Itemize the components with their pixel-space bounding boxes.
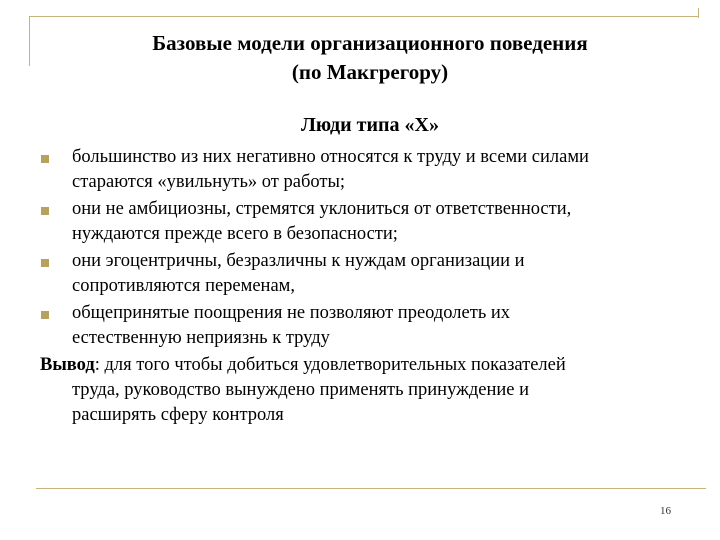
- right-border-tick: [698, 8, 699, 18]
- conclusion-line3: расширять сферу контроля: [72, 405, 284, 425]
- page-number: 16: [660, 505, 671, 517]
- bullet-item-1: [40, 145, 680, 195]
- bullet-text-line1: они не амбициозны, стремятся уклониться от ответственности,: [72, 199, 572, 219]
- slide-title-line1: Базовые модели организационного поведения: [152, 31, 588, 55]
- conclusion-block: [40, 353, 680, 428]
- square-bullet-icon: [41, 311, 49, 319]
- square-bullet-icon: [41, 259, 49, 267]
- bullet-text-line1: общепринятые поощрения не позволяют преодолеть их: [72, 303, 511, 323]
- slide-subtitle: Люди типа «X»: [301, 114, 439, 136]
- bullet-item-3: [40, 249, 680, 299]
- conclusion-line1: [40, 353, 680, 378]
- conclusion-line1-text: : для того чтобы добиться удовлетворительных показателей: [94, 355, 566, 375]
- slide-content: [40, 145, 680, 428]
- bullet-text-line1: большинство из них негативно относятся к труду и всеми силами: [72, 147, 589, 167]
- bullet-item-4: [40, 301, 680, 351]
- bullet-item-2: [40, 197, 680, 247]
- left-border-line: [29, 16, 30, 66]
- slide-title-line2: (по Макгрегору): [291, 60, 449, 84]
- bullet-text-line2: естественную неприязнь к труду: [72, 328, 330, 348]
- bullet-text-line2: сопротивляются переменам,: [72, 276, 296, 296]
- bullet-text-line2: стараются «увильнуть» от работы;: [72, 172, 346, 192]
- bottom-border-line: [36, 488, 706, 489]
- square-bullet-icon: [41, 155, 49, 163]
- square-bullet-icon: [41, 207, 49, 215]
- top-border-line: [29, 16, 699, 17]
- conclusion-label: Вывод: [40, 355, 95, 375]
- conclusion-line2: труда, руководство вынуждено применять принуждение и: [72, 380, 530, 400]
- bullet-text-line2: нуждаются прежде всего в безопасности;: [72, 224, 398, 244]
- bullet-text-line1: они эгоцентричны, безразличны к нуждам организации и: [72, 251, 525, 271]
- slide-title: [40, 29, 700, 87]
